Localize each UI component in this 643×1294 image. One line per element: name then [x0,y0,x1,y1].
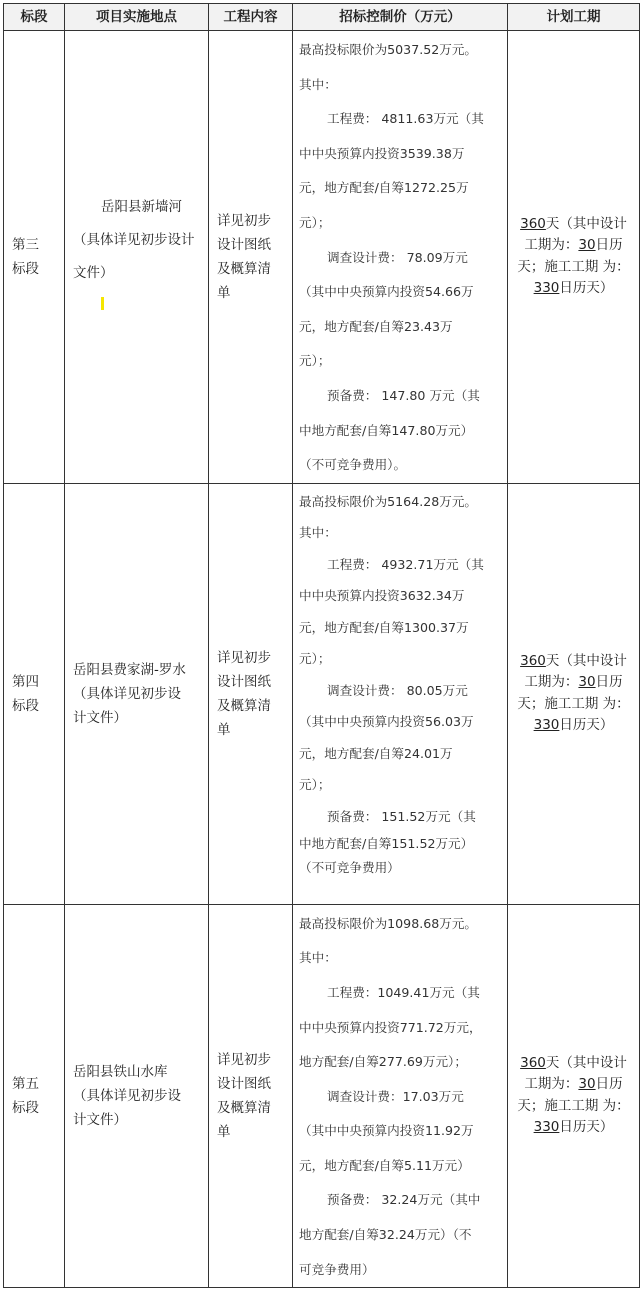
bid-sections-table [3,3,640,1288]
work-line: 详见初步 [217,212,271,229]
price-cell [293,904,508,1288]
price-line: 调查设计费： 78.09万元 [327,249,468,265]
price-line: （不可竞争费用）。 [299,457,407,473]
build-days: 330 [533,280,560,297]
work-line: 设计图纸 [217,1075,271,1092]
work-line: 详见初步 [217,649,271,666]
total-days: 360 [520,215,546,232]
work-line: 单 [217,721,231,738]
section-label: 第五标段 [12,1075,39,1116]
location-line: 计文件） [73,1111,127,1128]
price-line: 预备费： 151.52万元（其 [327,808,476,824]
price-line: 工程费： 4932.71万元（其 [327,556,484,572]
header-price: 招标控制价（万元） [293,4,508,31]
table-row [4,904,640,1288]
schedule-text: 工期为： [524,674,579,691]
build-days: 330 [533,717,560,734]
location-cell [65,483,209,904]
price-line: 地方配套/自筹32.24万元）（不 [299,1227,472,1243]
schedule-cell [508,483,640,904]
price-line: 元）； [299,777,331,793]
schedule-text: 工期为： [524,1076,579,1093]
section-cell [4,31,65,484]
price-line: 元，地方配套/自筹5.11万元） [299,1157,470,1173]
location-line: 计文件） [73,709,127,726]
schedule-text: 日历天） [559,717,614,734]
work-cell [209,31,293,484]
price-line: 中中央预算内投资771.72万元， [299,1019,482,1035]
section-label: 第四标段 [12,673,39,714]
price-line: 可竞争费用） [299,1261,375,1277]
header-schedule: 计划工期 [508,4,640,31]
location-line: 岳阳县新墙河 [101,198,182,215]
build-days: 330 [533,1119,560,1136]
location-line: 文件） [73,264,114,281]
price-line: 元）； [299,651,331,667]
schedule-cell [508,904,640,1288]
schedule-text: 日历天；施工工期 [517,674,623,712]
price-line: 其中： [299,76,337,92]
location-line: （具体详见初步设 [73,1087,181,1104]
price-cell [293,31,508,484]
price-line: 调查设计费： 80.05万元 [327,682,468,698]
price-line: 调查设计费：17.03万元 [327,1088,464,1104]
price-line: （其中中央预算内投资56.03万 [299,714,474,730]
section-label: 第三标段 [12,236,39,277]
price-line: 其中： [299,525,337,541]
table-row [4,31,640,484]
price-line: 最高投标限价为1098.68万元。 [299,915,478,931]
schedule-text: 为： [602,258,630,275]
price-line: 中中央预算内投资3632.34万 [299,588,465,604]
work-line: 及概算清 [217,260,271,277]
price-line: （其中中央预算内投资11.92万 [299,1123,474,1139]
location-cell [65,904,209,1288]
design-days: 30 [578,674,596,691]
schedule-text: 为： [602,1097,630,1114]
header-section: 标段 [4,4,65,31]
price-line: （其中中央预算内投资54.66万 [299,284,474,300]
section-cell [4,904,65,1288]
total-days: 360 [520,652,546,669]
work-line: 及概算清 [217,697,271,714]
price-line: 中地方配套/自筹151.52万元） [299,836,474,852]
table-header-row [4,4,640,31]
location-line: 岳阳县费家湖-罗水 [73,661,186,678]
design-days: 30 [578,1076,596,1093]
schedule-text: 天（其中设计 [545,1054,627,1071]
table-row [4,483,640,904]
location-cell [65,31,209,484]
schedule-text: 日历天；施工工期 [517,1076,623,1114]
price-line: 元，地方配套/自筹24.01万 [299,745,453,761]
schedule-text: 工期为： [524,237,579,254]
price-line: （不可竞争费用） [299,860,400,876]
price-line: 地方配套/自筹277.69万元）； [299,1054,467,1070]
work-line: 设计图纸 [217,673,271,690]
work-line: 单 [217,1123,231,1140]
section-cell [4,483,65,904]
work-cell [209,483,293,904]
work-cell [209,904,293,1288]
price-line: 元，地方配套/自筹23.43万 [299,318,453,334]
schedule-text: 天（其中设计 [545,215,627,232]
price-line: 工程费：1049.41万元（其 [327,984,480,1000]
schedule-text: 天（其中设计 [545,652,627,669]
price-line: 中地方配套/自筹147.80万元） [299,422,474,438]
price-line: 最高投标限价为5164.28万元。 [299,493,478,509]
work-line: 详见初步 [217,1051,271,1068]
work-line: 单 [217,284,231,301]
header-work: 工程内容 [209,4,293,31]
location-line: （具体详见初步设 [73,685,181,702]
price-line: 其中： [299,950,337,966]
schedule-cell [508,31,640,484]
price-line: 预备费： 147.80 万元（其 [327,387,480,403]
highlight-mark [101,297,104,310]
location-line: （具体详见初步设计 [73,231,195,248]
price-line: 元，地方配套/自筹1272.25万 [299,180,469,196]
total-days: 360 [520,1054,546,1071]
header-location: 项目实施地点 [65,4,209,31]
work-line: 设计图纸 [217,236,271,253]
work-line: 及概算清 [217,1099,271,1116]
schedule-text: 为： [602,695,630,712]
price-line: 预备费： 32.24万元（其中 [327,1192,481,1208]
schedule-text: 日历天） [559,1119,614,1136]
schedule-text: 日历天；施工工期 [517,237,623,275]
design-days: 30 [578,237,596,254]
schedule-text: 日历天） [559,280,614,297]
price-line: 元）； [299,353,331,369]
price-line: 中中央预算内投资3539.38万 [299,145,465,161]
price-line: 元）； [299,214,331,230]
price-line: 元，地方配套/自筹1300.37万 [299,619,469,635]
price-line: 最高投标限价为5037.52万元。 [299,42,478,57]
price-line: 工程费： 4811.63万元（其 [327,111,484,127]
location-line: 岳阳县铁山水库 [73,1063,168,1080]
price-cell [293,483,508,904]
